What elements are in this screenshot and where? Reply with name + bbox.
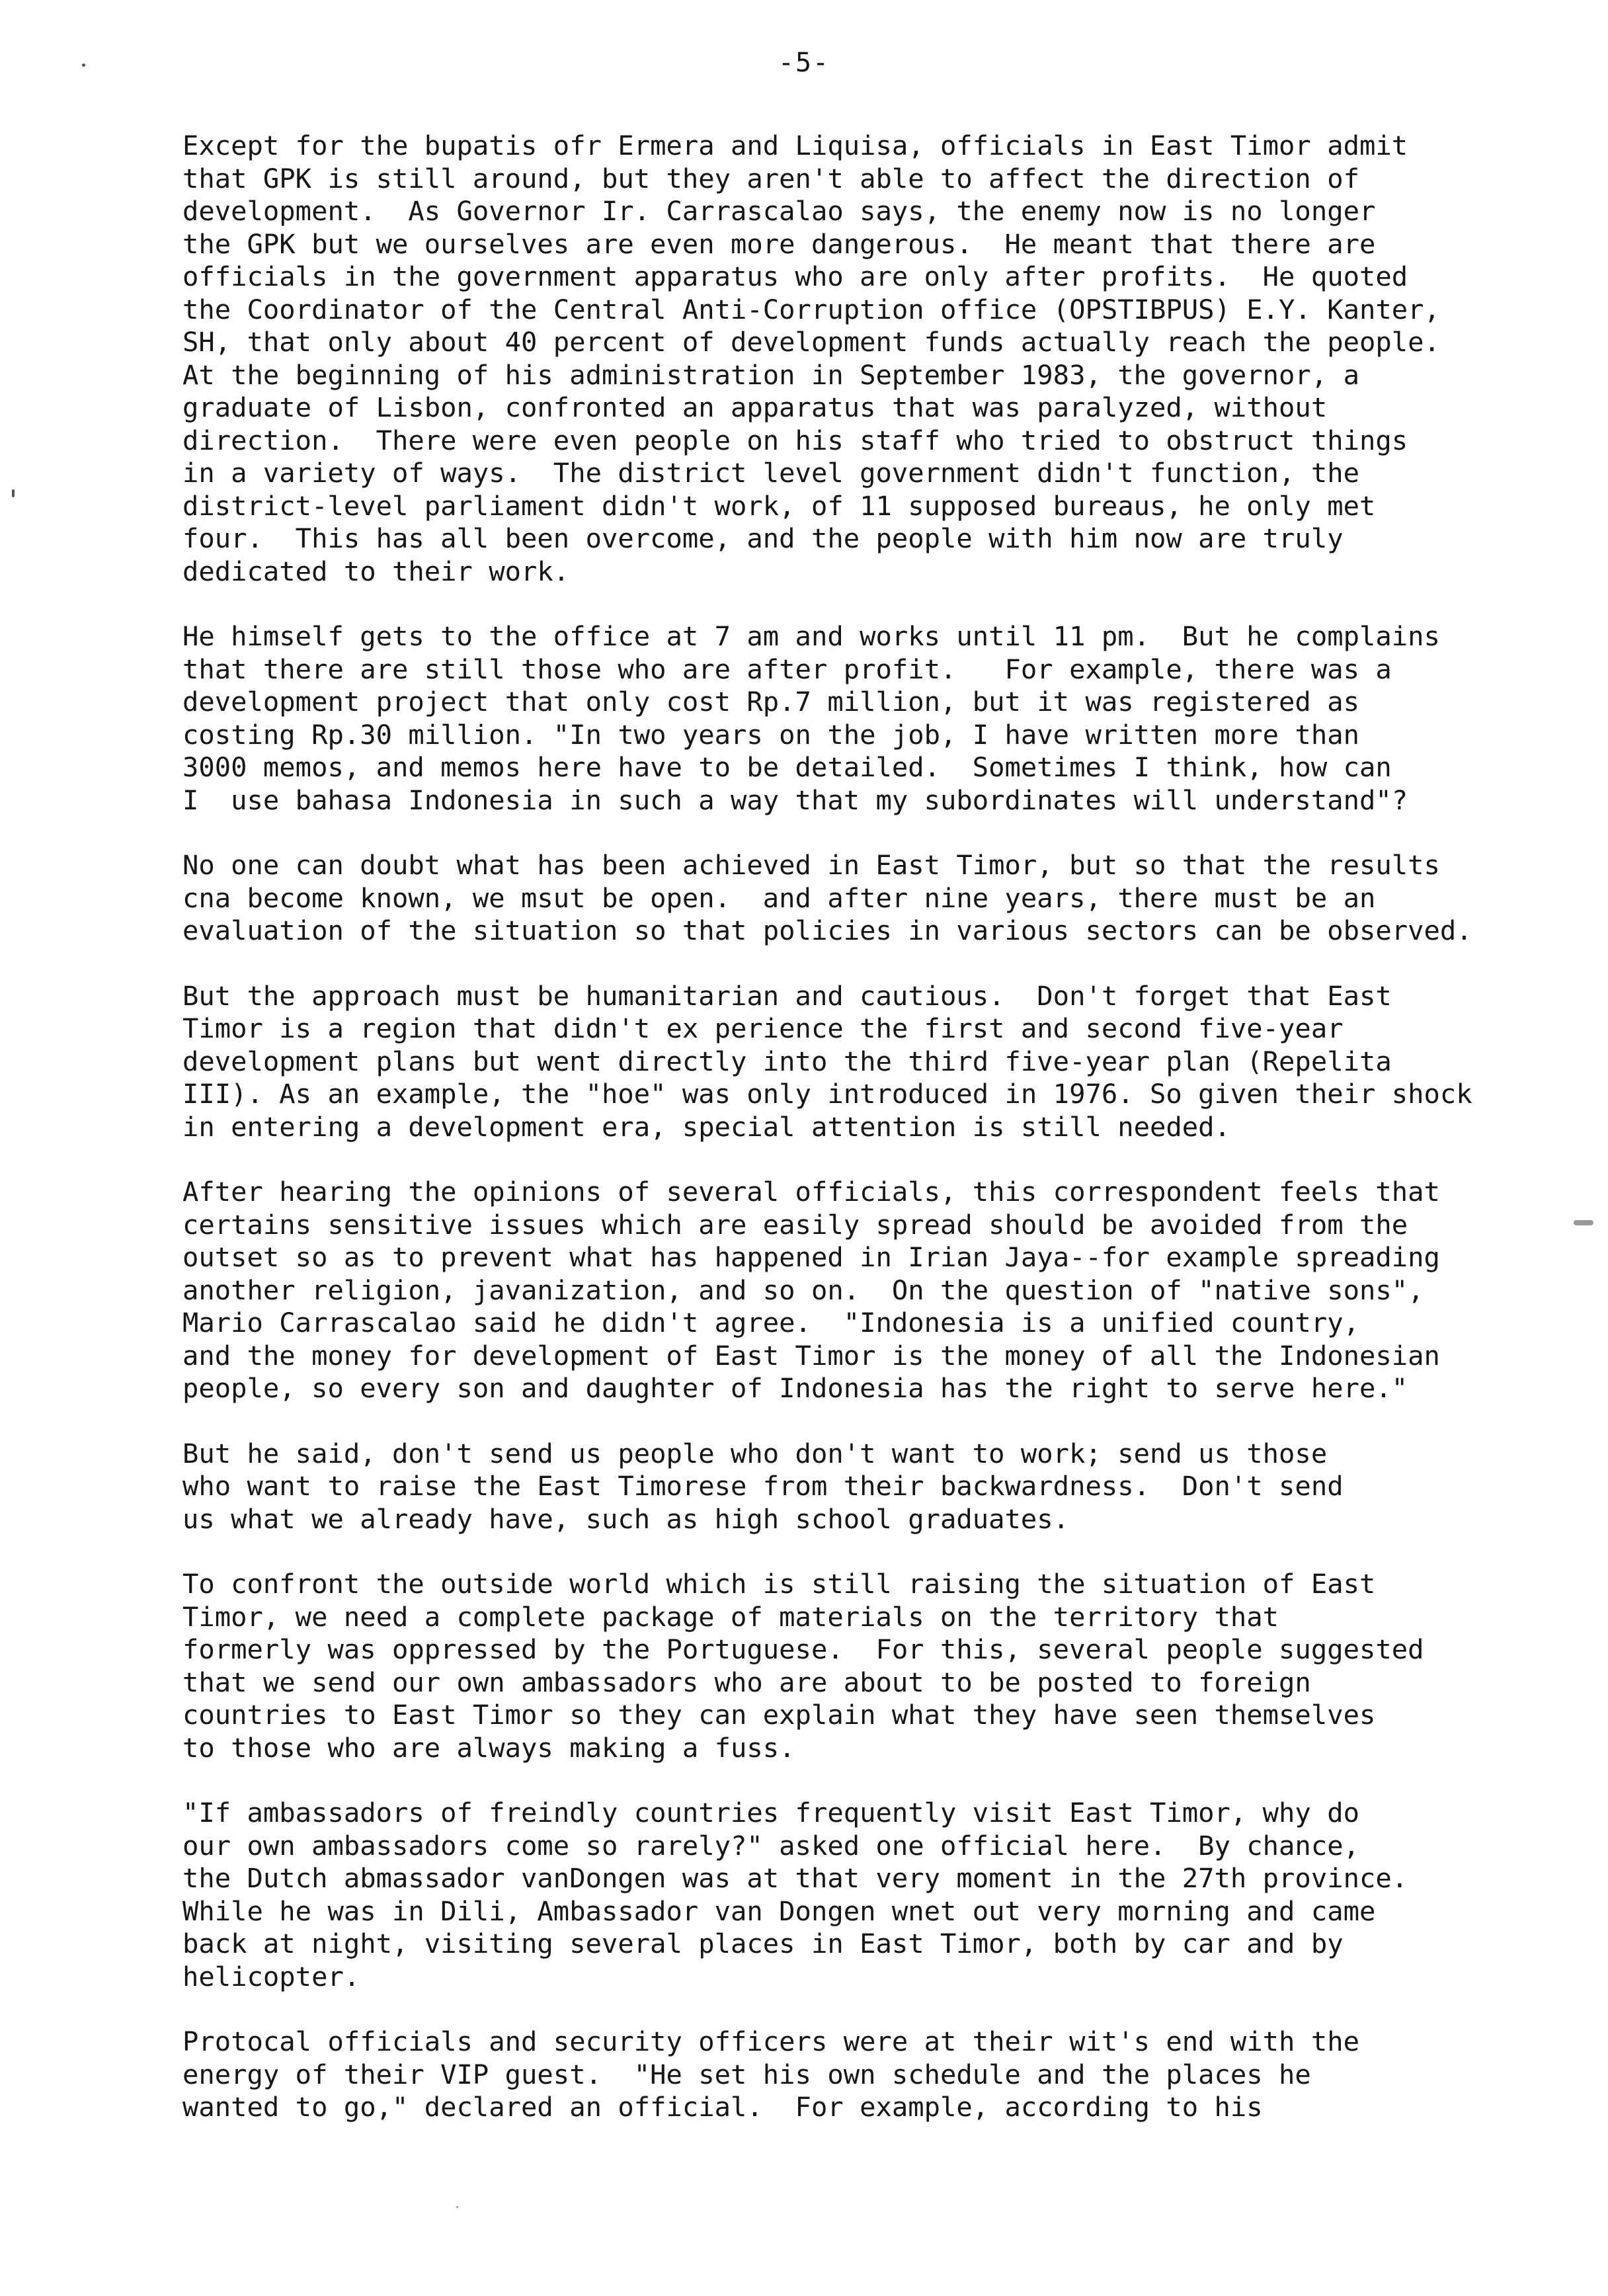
paragraph-send-workers: But he said, don't send us people who don't want to work; send us those who want to raise the East Timorese from their backwardness. Don't send us what we already have, such as high school graduates. (182, 1437, 1344, 1535)
paragraph-gap (182, 1993, 1571, 2026)
document-body (182, 130, 1571, 2124)
paragraph-sensitive-issues: After hearing the opinions of several officials, this correspondent feels that certains sensitive issues which are easily spread should be avoided from the outset so as to prevent what has happened in Irian Jaya--for example spreading another religion, javanization, and so on. On the question of "native sons", Mario Carrascalao said he didn't agree. "Indonesia is a unified country, and the money for development of East Timor is the money of all the Indonesian people, so every son and daughter of Indonesia has the right to serve here." (182, 1176, 1440, 1404)
paragraph-outside-world: To confront the outside world which is still raising the situation of East Timor, we need a complete package of materials on the territory that formerly was oppressed by the Portuguese. For this, several people suggested that we send our own ambassadors who are about to be posted to foreign countries to East Timor so they can explain what they have seen themselves to those who are always making a fuss. (182, 1568, 1424, 1764)
paragraph-humanitarian-approach: But the approach must be humanitarian and cautious. Don't forget that East Timor is a region that didn't ex perience the first and second five-year development plans but went directly into the third five-year plan (Repelita III). As an example, the "hoe" was only introduced in 1976. So given their shock in entering a development era, special attention is still needed. (182, 979, 1472, 1143)
paragraph-gap (182, 1536, 1571, 1568)
paragraph-protocol-officials: Protocal officials and security officers were at their wit's end with the energy of their VIP guest. "He set his own schedule and the places he wanted to go," declared an official. For example, according to his (182, 2026, 1359, 2123)
paragraph-ambassadors-visit: "If ambassadors of freindly countries frequently visit East Timor, why do our own ambassadors come so rarely?" asked one official here. By chance, the Dutch abmassador vanDongen was at that very moment in the 27th province. While he was in Dili, Ambassador van Dongen wnet out very morning and came back at night, visiting several places in East Timor, both by car and by helicopter. (182, 1797, 1408, 1992)
scan-speck (1574, 1220, 1593, 1225)
paragraph-achievements: No one can doubt what has been achieved in East Timor, but so that the results cna become known, we msut be open. and after nine years, there must be an evaluation of the situation so that policies in various sectors can be observed. (182, 849, 1472, 946)
paragraph-officials-gpk: Except for the bupatis ofr Ermera and Liquisa, officials in East Timor admit that GPK is still around, but they aren't able to affect the direction of development. As Governor Ir. Carrascalao says, the enemy now is no longer the GPK but we ourselves are even more dangerous. He meant that there are officials in the government apparatus who are only after profits. He quoted the Coordinator of the Central Anti-Corruption office (OPSTIBPUS) E.Y. Kanter, SH, that only about 40 percent of development funds actually reach the people. At the beginning of his administration in September 1983, the governor, a graduate of Lisbon, confronted an apparatus that was paralyzed, without direction. There were even people on his staff who tried to obstruct things in a variety of ways. The district level government didn't function, the district-level parliament didn't work, of 11 supposed bureaus, he only met four. This has all been overcome, and the people with him now are truly dedicated to their work. (182, 130, 1440, 587)
paragraph-gap (182, 588, 1571, 620)
scan-speck (456, 2206, 458, 2208)
paragraph-gap (182, 817, 1571, 849)
paragraph-gap (182, 948, 1571, 980)
paragraph-governor-work-hours: He himself gets to the office at 7 am and works until 11 pm. But he complains that there are still those who are after profit. For example, there was a development project that only cost Rp.7 million, but it was registered as costing Rp.30 million. "In two years on the job, I have written more than 3000 memos, and memos here have to be detailed. Sometimes I think, how can I use bahasa Indonesia in such a way that my subordinates will understand"? (182, 620, 1440, 816)
paragraph-gap (182, 1764, 1571, 1797)
scan-speck (12, 489, 15, 497)
scan-speck (82, 63, 85, 67)
paragraph-gap (182, 1143, 1571, 1176)
paragraph-gap (182, 1405, 1571, 1438)
page-number: -5- (778, 48, 830, 78)
